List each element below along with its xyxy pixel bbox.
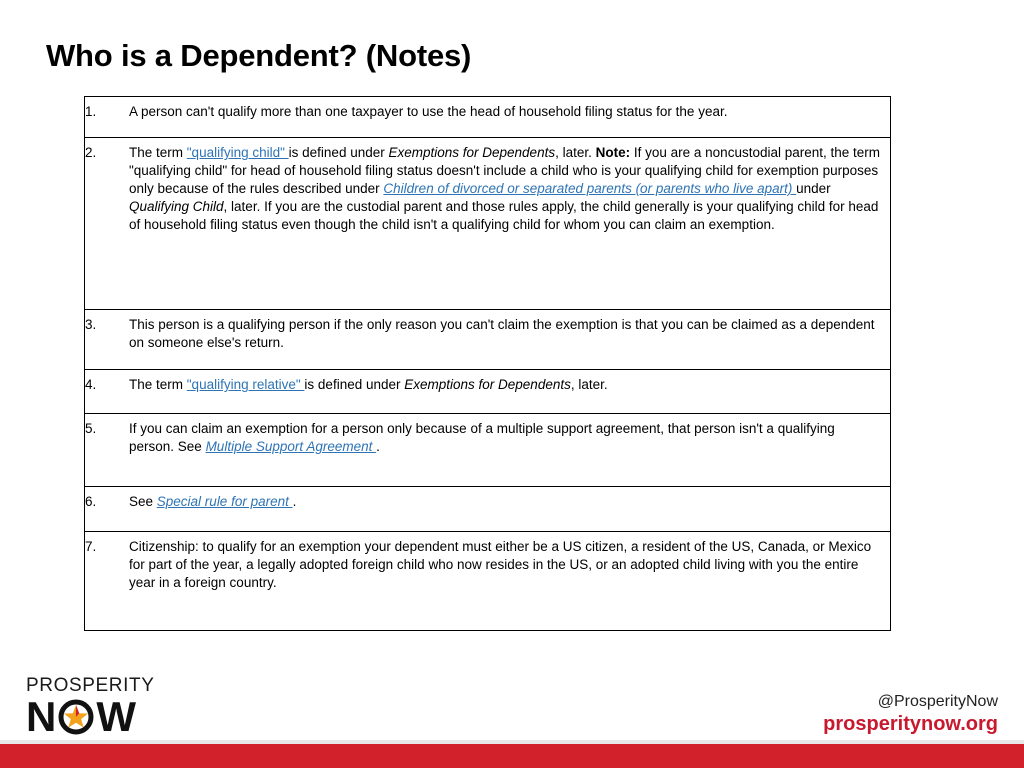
row-number: 7. [85, 532, 130, 631]
note-label: Note: [595, 145, 631, 160]
children-divorced-parents-link[interactable]: Children of divorced or separated parents (or parents who live apart) [383, 181, 797, 196]
text-span: See [129, 494, 157, 509]
table-row [85, 310, 891, 370]
row-number: 4. [85, 370, 130, 414]
text-span: If you are a noncustodial parent, the term "qualifying child" for head of household filing status doesn't include a child who is your qualifying child for exemption purposes only because of the rules described under [129, 145, 881, 196]
row-text [129, 370, 891, 414]
table-row [85, 414, 891, 487]
table-row [85, 138, 891, 310]
logo-letter-n: N [26, 693, 57, 740]
row-text: A person can't qualify more than one taxpayer to use the head of household filing status for the year. [129, 97, 891, 138]
row-text [129, 487, 891, 532]
logo-letter-w: W [96, 693, 136, 740]
text-span: , later. [555, 145, 596, 160]
table-row [85, 97, 891, 138]
row-number: 5. [85, 414, 130, 487]
logo-wordmark-top: PROSPERITY [26, 675, 155, 696]
table-row [85, 532, 891, 631]
row-text: This person is a qualifying person if the only reason you can't claim the exemption is that you can be claimed as a dependent on someone else's return. [129, 310, 891, 370]
website-link[interactable]: prosperitynow.org [823, 713, 998, 735]
text-span: is defined under [288, 145, 389, 160]
row-number: 1. [85, 97, 130, 138]
notes-table [84, 96, 891, 631]
footer-accent-bar [0, 744, 1024, 768]
text-span: . [292, 494, 297, 509]
table-row [85, 370, 891, 414]
table-row [85, 487, 891, 532]
multiple-support-agreement-link[interactable]: Multiple Support Agreement [205, 439, 377, 454]
twitter-handle[interactable]: @ProsperityNow [877, 693, 998, 710]
emphasis-text: Exemptions for Dependents [388, 145, 556, 160]
logo-star-icon [57, 698, 95, 736]
text-span: under [796, 181, 831, 196]
text-span: , later. [570, 377, 608, 392]
row-number: 6. [85, 487, 130, 532]
row-number: 2. [85, 138, 130, 310]
text-span: If you can claim an exemption for a person only because of a multiple support agreement, that person isn't a qualifying person. See [129, 421, 835, 454]
emphasis-text: Qualifying Child [129, 199, 224, 214]
logo-wordmark-now [26, 693, 154, 740]
row-text [129, 138, 891, 310]
row-text: Citizenship: to qualify for an exemption your dependent must either be a US citizen, a resident of the US, Canada, or Mexico for part of the year, a legally adopted foreign child who now resides in the US, or an adopted child living with you the entire year in a foreign country. [129, 532, 891, 631]
emphasis-text: Exemptions for Dependents [404, 377, 571, 392]
row-text [129, 414, 891, 487]
row-number: 3. [85, 310, 130, 370]
special-rule-parent-link[interactable]: Special rule for parent [156, 494, 293, 509]
slide-title: Who is a Dependent? (Notes) [46, 38, 472, 73]
qualifying-child-link[interactable]: "qualifying child" [186, 145, 289, 160]
prosperity-now-logo [26, 675, 155, 740]
text-span: The term [129, 145, 187, 160]
text-span: , later. If you are the custodial parent and those rules apply, the child generally is your qualifying child for head of household filing status even though the child isn't a qualifying child for whom you can claim an exemption. [129, 199, 879, 232]
text-span: . [376, 439, 380, 454]
footer-contact [823, 692, 998, 736]
text-span: The term [129, 377, 187, 392]
qualifying-relative-link[interactable]: "qualifying relative" [186, 377, 305, 392]
text-span: is defined under [304, 377, 405, 392]
